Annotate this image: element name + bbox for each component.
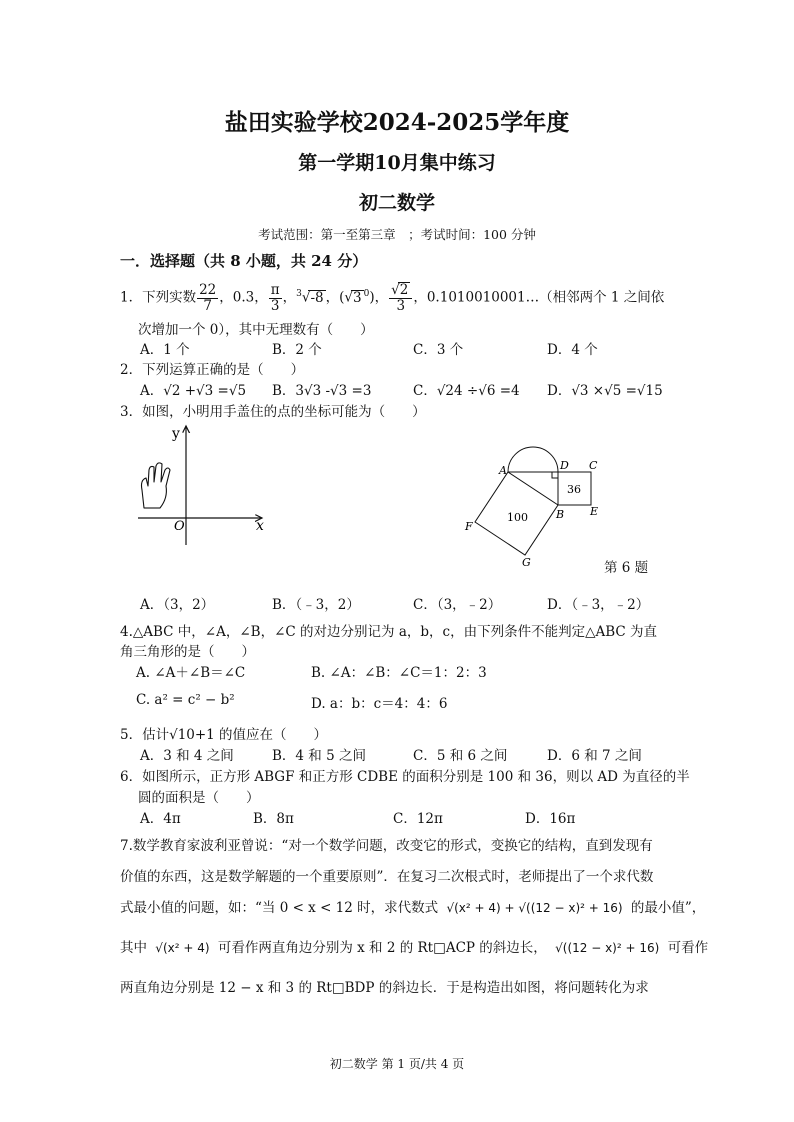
q2-option-c[interactable]: C．√24 ÷√6 =4: [413, 383, 520, 399]
figure-6-caption: 第 6 题: [604, 560, 649, 576]
label-f: F: [465, 520, 473, 533]
q1-f2-den: 3: [270, 297, 280, 314]
q7-expression-3: √((12 − x)² + 16): [555, 941, 660, 955]
q5-stem: 5．估计√10+1 的值应在（ ）: [120, 727, 328, 743]
q7-line1: 7.数学教育家波利亚曾说：“对一个数学问题，改变它的形式，变换它的结构，直到发现有: [120, 838, 653, 854]
axis-y-label: y: [172, 426, 180, 442]
q1-option-d[interactable]: D．4 个: [547, 342, 598, 358]
q4-option-c[interactable]: C. a² = c² − b²: [136, 692, 235, 708]
page-footer: 初二数学 第 1 页/共 4 页: [329, 1057, 465, 1071]
q1-f3-den: 3: [396, 298, 406, 315]
q1-number: 1．: [120, 289, 143, 306]
label-g: G: [522, 556, 531, 569]
q6-line2: 圆的面积是（ ）: [138, 790, 260, 806]
right-angle-mark: [552, 472, 558, 478]
label-a: A: [499, 464, 507, 477]
school-title: 盐田实验学校2024-2025学年度: [224, 109, 570, 136]
q1-pow0: 0: [363, 289, 370, 299]
q5-option-d[interactable]: D．6 和 7 之间: [547, 748, 642, 764]
q1-sep1: ，0.3，: [219, 289, 268, 306]
term-title: 第一学期10月集中练习: [298, 152, 496, 174]
hand-icon: [142, 463, 171, 508]
q1-f3-num: [389, 282, 412, 299]
q3-coordinate-figure: [130, 420, 280, 550]
q2-option-d[interactable]: D．√3 ×√5 =√15: [547, 383, 663, 399]
q6-option-b[interactable]: B．8π: [253, 811, 294, 827]
q3-option-a[interactable]: A．（3，2）: [140, 597, 215, 613]
q1-sep4: )，: [369, 289, 389, 306]
q2-option-b[interactable]: B．3√3 -√3 =3: [272, 383, 372, 399]
q1-fraction-sqrt2-3: [389, 282, 412, 313]
radical-icon: √: [344, 289, 354, 306]
q1-fraction-pi-3: [269, 283, 282, 312]
q7-line4-mid: 可看作两直角边分别为 x 和 2 的 Rt□ACP 的斜边长，: [217, 940, 547, 956]
q2-stem: 2．下列运算正确的是（ ）: [120, 362, 305, 378]
area-36: 36: [567, 483, 581, 496]
q2-option-a[interactable]: A．√2 +√3 =√5: [140, 383, 247, 399]
q6-line1: 6．如图所示，正方形 ABGF 和正方形 CDBE 的面积分别是 100 和 36，则以 AD 为直径的半: [120, 769, 690, 785]
q6-option-c[interactable]: C．12π: [393, 811, 443, 827]
semicircle: [508, 447, 558, 472]
q1-option-a[interactable]: A．1 个: [140, 342, 190, 358]
q1-f3-arg: 2: [399, 282, 409, 299]
q1-sep3: ，(: [325, 289, 345, 306]
q1-sqrt3: 3: [353, 289, 362, 306]
q5-option-b[interactable]: B．4 和 5 之间: [272, 748, 366, 764]
q1-pre: 下列实数: [142, 289, 197, 306]
q1-f1-den: 7: [203, 297, 212, 314]
radical-icon: √: [391, 282, 400, 299]
radical-icon: √: [301, 289, 311, 306]
q7-expression-1: √(x² + 4) + √((12 − x)² + 16): [446, 901, 623, 915]
q3-option-c[interactable]: C．（3，﹣2）: [413, 597, 502, 613]
subject-title: 初二数学: [358, 192, 435, 214]
q4-option-d[interactable]: D. a：b：c＝4：4：6: [311, 696, 448, 712]
q5-option-a[interactable]: A．3 和 4 之间: [140, 748, 234, 764]
q6-option-a[interactable]: A．4π: [140, 811, 181, 827]
q7-line5: 两直角边分别是 12 − x 和 3 的 Rt□BDP 的斜边长．于是构造出如图，将问题转化为求: [120, 980, 649, 996]
q3-stem: 3．如图，小明用手盖住的点的坐标可能为（ ）: [120, 404, 426, 420]
q1-fraction-22-7: [197, 283, 218, 312]
q7-line4-pre: 其中: [120, 940, 147, 956]
question-1: [120, 278, 664, 314]
q4-line2: 角三角形的是（ ）: [120, 644, 255, 660]
q4-option-b[interactable]: B. ∠A：∠B：∠C＝1：2：3: [311, 665, 487, 681]
origin-label: O: [174, 519, 185, 534]
q1-option-b[interactable]: B．2 个: [272, 342, 322, 358]
figure-6-squares: [455, 430, 625, 575]
q3-option-d[interactable]: D．（﹣3，﹣2）: [547, 597, 650, 613]
label-c: C: [589, 459, 598, 472]
label-d: D: [560, 459, 569, 472]
label-e: E: [590, 505, 599, 518]
q1-sep2: ，: [282, 289, 297, 306]
q1-f1-num: 22: [199, 282, 217, 299]
q7-line4: [120, 936, 708, 956]
q1-f2-num: π: [270, 282, 280, 299]
q1-line2: 次增加一个 0），其中无理数有（ ）: [138, 322, 374, 338]
q7-line4-post: 可看作: [667, 940, 709, 956]
exam-info: 考试范围：第一至第三章 ；考试时间：100 分钟: [258, 227, 536, 242]
q4-option-a[interactable]: A. ∠A＋∠B＝∠C: [136, 665, 246, 681]
q7-line3-post: 的最小值”，: [630, 900, 706, 916]
q5-option-c[interactable]: C．5 和 6 之间: [413, 748, 508, 764]
q1-cbrt-arg: -8: [310, 289, 324, 306]
label-b: B: [556, 508, 565, 521]
q1-option-c[interactable]: C．3 个: [413, 342, 464, 358]
q4-line1: 4.△ABC 中，∠A，∠B，∠C 的对边分别记为 a，b，c，由下列条件不能判定△ABC 为直: [120, 624, 657, 640]
section-heading: 一．选择题（共 8 小题，共 24 分）: [120, 252, 368, 270]
axis-x-label: x: [256, 518, 264, 534]
q1-cbrt-index: 3: [296, 289, 302, 299]
q7-expression-2: √(x² + 4): [155, 941, 210, 955]
q7-line3: [120, 896, 705, 916]
q6-option-d[interactable]: D．16π: [525, 811, 576, 827]
q7-line2: 价值的东西，这是数学解题的一个重要原则”．在复习二次根式时，老师提出了一个求代数: [120, 869, 654, 885]
area-100: 100: [507, 511, 528, 524]
q7-line3-pre: 式最小值的问题，如：“当 0 < x < 12 时，求代数式: [120, 900, 439, 916]
q3-option-b[interactable]: B．（﹣3，2）: [272, 597, 360, 613]
q1-tail: ，0.1010010001…（相邻两个 1 之间依: [413, 289, 665, 306]
